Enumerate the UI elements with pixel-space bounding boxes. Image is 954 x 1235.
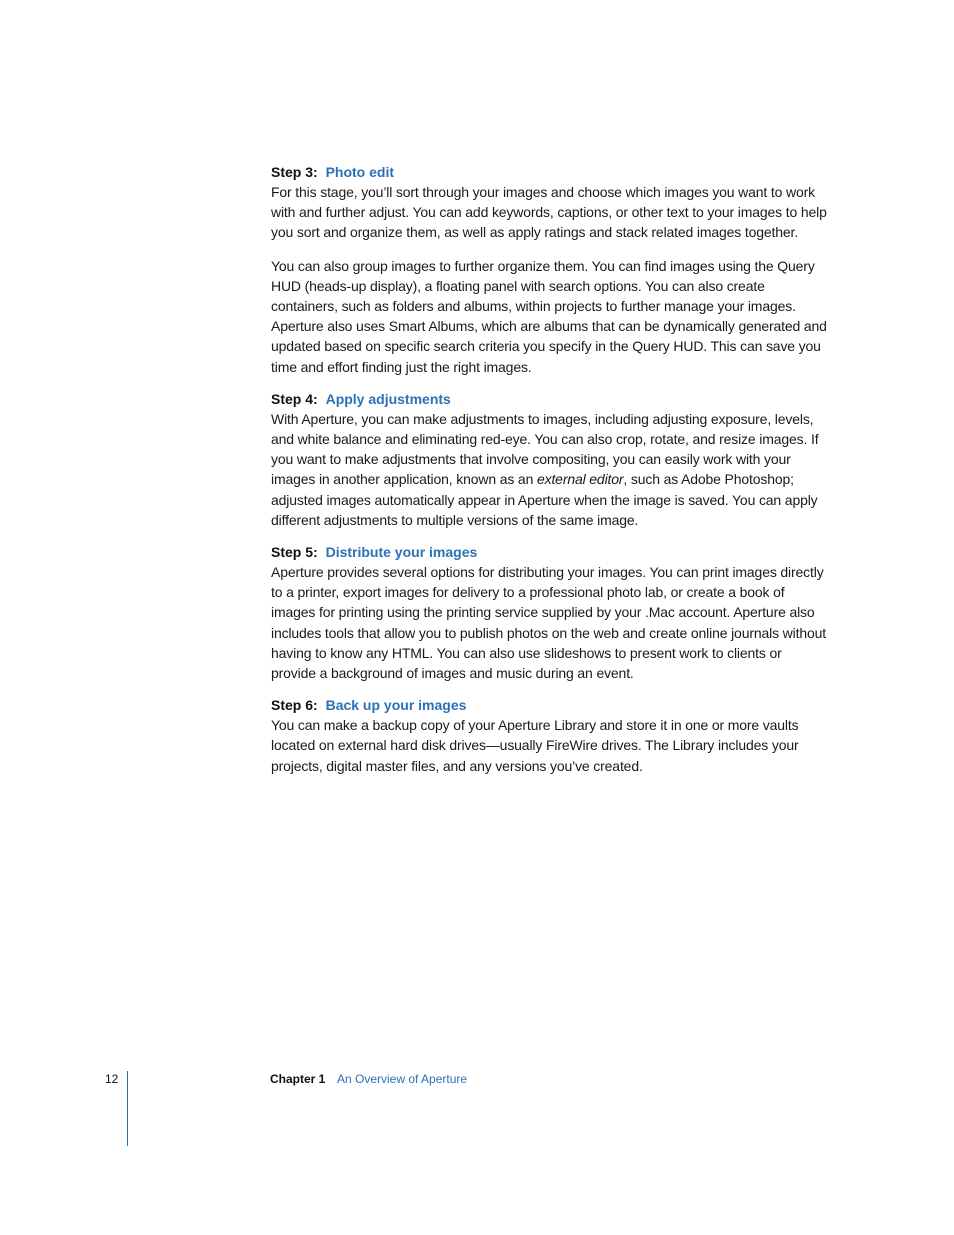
step-4-text-after: , such as Adobe Photoshop; adjusted images automatically appear in Aperture when the image is saved. You can apply different adjustments to multiple versions of the same image. (271, 471, 818, 528)
step-3-paragraph-2: You can also group images to further organize them. You can find images using the Query HUD (heads-up display), a floating panel with search options. You can also create containers, such as folders and albums, within projects to further manage your images. Aperture also uses Smart Albums, which are albums that can be dynamically generated and updated based on specific search criteria you specify in the Query HUD. This can save you time and effort finding just the right images. (271, 257, 827, 375)
step-5-number: Step 5: (271, 544, 318, 561)
step-4-title: Apply adjustments (325, 390, 451, 407)
step-5-paragraph-1: Aperture provides several options for distributing your images. You can print images directly to a printer, export images for delivery to a professional photo lab, or create a book of images for printing using the printing service supplied by your .Mac account. Aperture also includes tools that allow you to publish photos on the web and create online journals without having to know any HTML. You can also use slideshows to present work to clients or provide a background of images and music during an event. (271, 564, 826, 682)
step-4-section (271, 389, 827, 530)
chapter-label: Chapter 1 (270, 1072, 326, 1086)
step-4-heading (271, 389, 827, 409)
step-5-title: Distribute your images (325, 544, 478, 561)
step-3-title: Photo edit (325, 164, 395, 180)
step-6-number: Step 6: (271, 697, 318, 714)
step-3-paragraph-1: For this stage, you’ll sort through your images and choose which images you want to work with and further adjust. You can add keywords, captions, or other text to your images to help you sort and organize them, as well as apply ratings and stack related images together. (271, 184, 827, 241)
step-4-number: Step 4: (271, 390, 318, 407)
step-5-heading (271, 542, 827, 562)
step-6-heading (271, 695, 827, 715)
step-6-title: Back up your images (325, 697, 467, 714)
footer-divider (127, 1071, 128, 1146)
step-4-emphasis: external editor (536, 471, 624, 488)
step-3-heading (271, 162, 827, 182)
step-6-section (271, 695, 827, 776)
step-4-text-before: With Aperture, you can make adjustments to images, including adjusting exposure, levels, and white balance and eliminating red-eye. You can also crop, rotate, and resize images. If you want to make adjustments that involve compositing, you can easily work with your images in another application, known as an (271, 410, 819, 488)
chapter-title: An Overview of Aperture (337, 1072, 468, 1086)
step-5-section (271, 542, 827, 683)
step-3-section (271, 162, 827, 377)
main-content (271, 162, 827, 788)
step-4-paragraph-1 (271, 409, 827, 530)
step-3-number: Step 3: (271, 164, 318, 180)
step-6-paragraph-1: You can make a backup copy of your Aperture Library and store it in one or more vaults located on external hard disk drives—usually FireWire drives. The Library includes your projects, digital master files, and any versions you’ve created. (271, 717, 799, 774)
page-number: 12 (105, 1072, 119, 1086)
